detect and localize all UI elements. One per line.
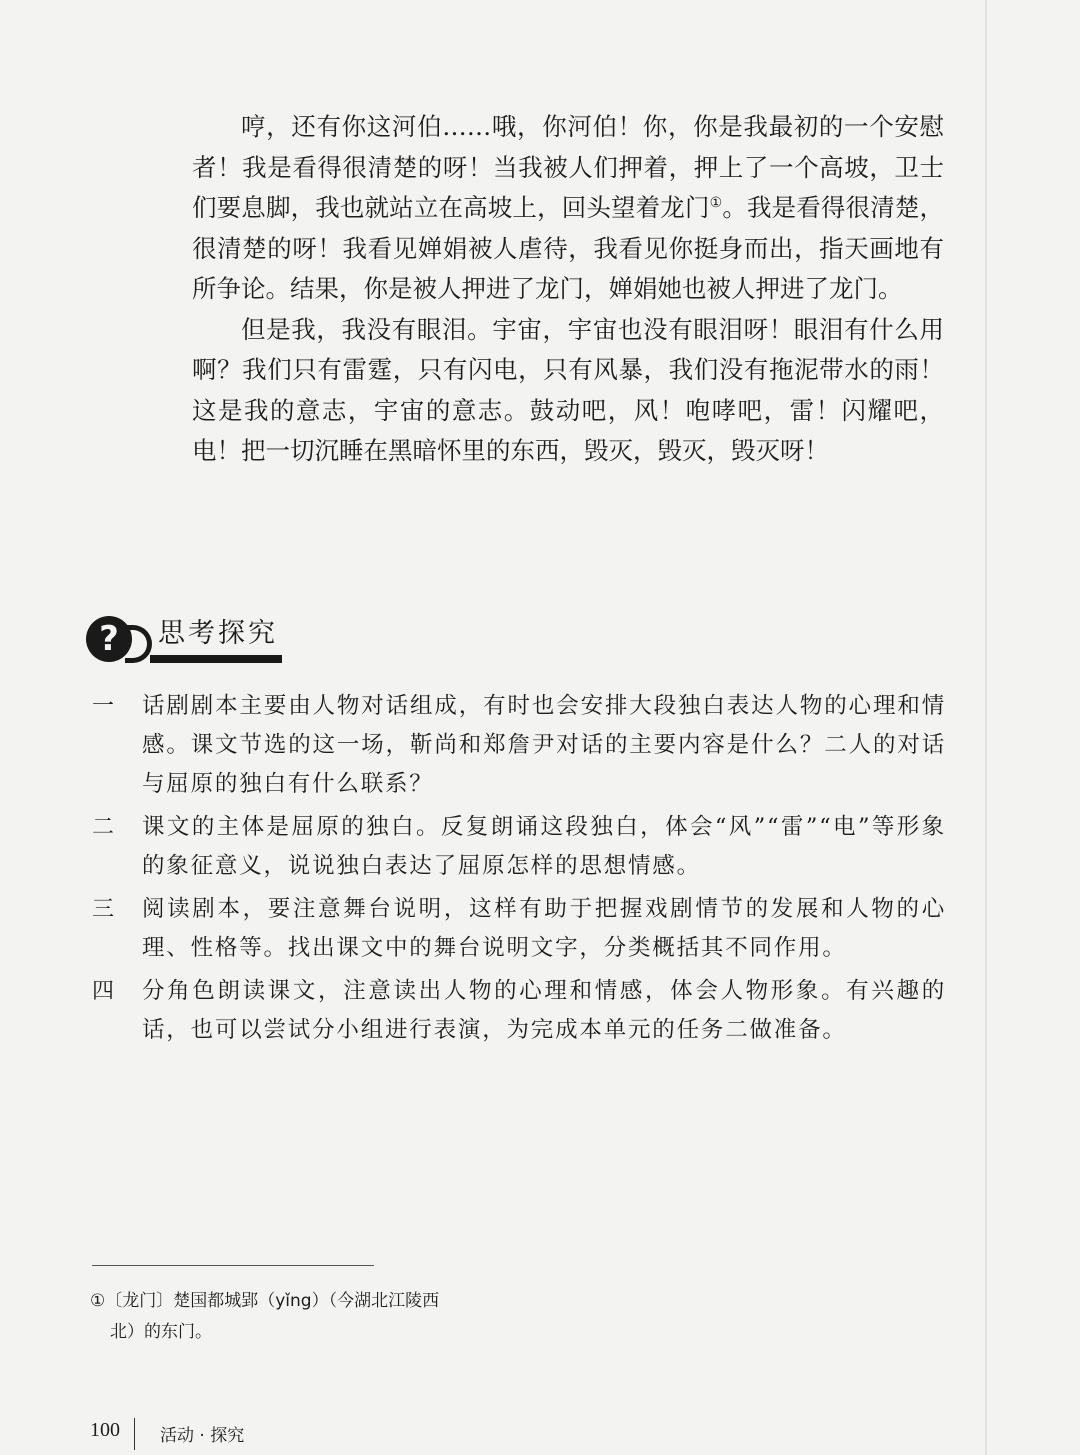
footnote-line-2: 北）的东门。 (110, 1322, 212, 1342)
paragraph-1-text-a: 哼，还有你这河伯……哦，你河伯！你，你是我最初的一个安慰者！我是看得很清楚的呀！当我被人们押着，押上了一个高坡，卫士们要息脚，我也就站立在高坡上，回头望着龙门 (192, 112, 944, 222)
question-text: 阅读剧本，要注意舞台说明，这样有助于把握戏剧情节的发展和人物的心理、性格等。找出课文中的舞台说明文字，分类概括其不同作用。 (142, 896, 946, 961)
footnote (90, 1286, 510, 1348)
question-number: 一 (92, 694, 115, 719)
section-title-underline (150, 655, 282, 663)
question-number: 四 (92, 979, 115, 1004)
question-item (86, 972, 946, 1050)
question-text: 课文的主体是屈原的独白。反复朗诵这段独白，体会“风”“雷”“电”等形象的象征意义，说说独白表达了屈原怎样的思想情感。 (142, 814, 946, 879)
paragraph-2: 但是我，我没有眼泪。宇宙，宇宙也没有眼泪呀！眼泪有什么用啊？我们只有雷霆，只有闪电，只有风暴，我们没有拖泥带水的雨！这是我的意志，宇宙的意志。鼓动吧，风！咆哮吧，雷！闪耀吧，电！把一切沉睡在黑暗怀里的东西，毁灭，毁灭，毁灭呀！ (192, 314, 944, 465)
question-text: 分角色朗读课文，注意读出人物的心理和情感，体会人物形象。有兴趣的话，也可以尝试分小组进行表演，为完成本单元的任务二做准备。 (142, 978, 946, 1043)
question-number: 二 (92, 815, 115, 840)
question-item (86, 890, 946, 968)
footer-section-label: 活动 · 探究 (160, 1426, 245, 1446)
paragraph-1 (192, 107, 944, 310)
question-number: 三 (92, 897, 115, 922)
footnote-line-1: ①〔龙门〕楚国都城郢（yǐng）（今湖北江陵西 (90, 1291, 440, 1311)
question-item (86, 687, 946, 804)
footnote-marker[interactable]: ① (709, 195, 723, 211)
question-mark-icon: ? (86, 616, 132, 662)
page-number: 100 (90, 1419, 120, 1441)
body-text (192, 107, 944, 472)
page-edge (985, 0, 987, 1455)
footer-divider (134, 1418, 135, 1450)
section-title: 思考探究 (158, 618, 278, 649)
question-list (86, 687, 946, 1054)
question-text: 话剧剧本主要由人物对话组成，有时也会安排大段独白表达人物的心理和情感。课文节选的这一场，靳尚和郑詹尹对话的主要内容是什么？二人的对话与屈原的独白有什么联系？ (142, 693, 946, 797)
section-header (86, 610, 386, 674)
footnote-divider (92, 1265, 374, 1266)
question-item (86, 808, 946, 886)
paragraph-1-text-b: 。我是看得很清楚，很清楚的呀！我看见婵娟被人虐待，我看见你挺身而出，指天画地有所争论。结果，你是被人押进了龙门，婵娟她也被人押进了龙门。 (192, 193, 944, 303)
